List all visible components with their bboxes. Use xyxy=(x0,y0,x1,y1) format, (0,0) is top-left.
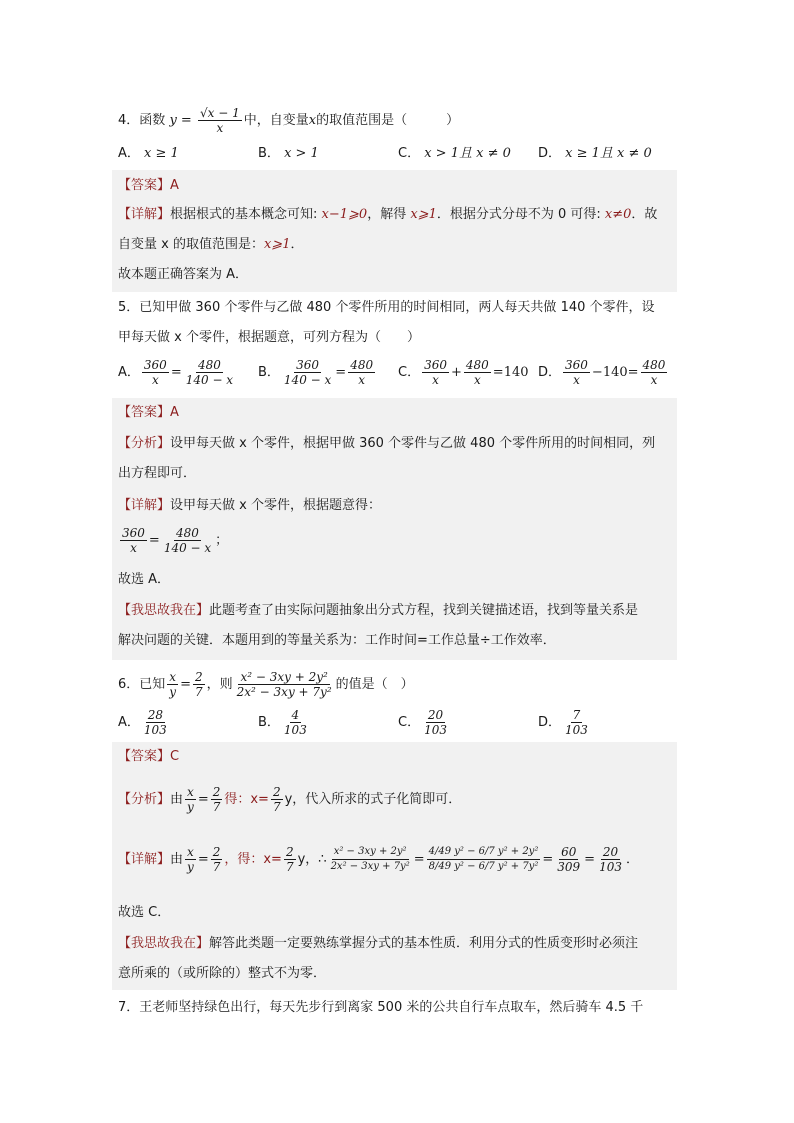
q4-detail-1g: ．故 xyxy=(631,207,658,222)
q6-option-b-letter: B． xyxy=(258,715,280,730)
q6-option-b-frac xyxy=(282,708,309,737)
q6-analysis-tag: 【分析】 xyxy=(118,792,171,807)
q6-detail-r1-frac xyxy=(555,845,582,874)
q5-equation xyxy=(118,526,228,555)
q5-eq-l-frac xyxy=(120,526,147,555)
q4-detail-1b: x−1⩾0 xyxy=(321,207,368,222)
q7-number: 7． xyxy=(118,1000,140,1015)
q5-reflect-line-2: 解决问题的关键．本题用到的等量关系为：工作时间=工作总量÷工作效率． xyxy=(118,633,556,648)
q6-given-den: y xyxy=(169,685,177,699)
q4-func-eq: = xyxy=(176,113,196,128)
q5-analysis-line-1 xyxy=(118,434,655,454)
q5-eq-l-den: x xyxy=(130,541,137,555)
q4-stem-var: x xyxy=(308,113,317,128)
q5-option-d-r-frac xyxy=(641,358,668,387)
q4-option-c-text: x > 1且 x ≠ 0 xyxy=(424,146,511,161)
q4-func-den: x xyxy=(216,121,224,135)
q4-stem xyxy=(118,106,459,135)
q6-stem-prefix: 已知 xyxy=(139,677,166,692)
q6-expr-frac xyxy=(235,670,334,699)
q5-option-d-r-num: 480 xyxy=(642,358,666,372)
q6-detail-r1-num: 60 xyxy=(561,845,577,859)
q4-detail-2b: x⩾1 xyxy=(263,237,291,252)
q4-conclusion: 故本题正确答案为 A． xyxy=(118,267,249,282)
q6-analysis-r-frac xyxy=(211,785,223,814)
q4-option-d-text: x ≥ 1且 x ≠ 0 xyxy=(565,146,652,161)
q5-eq-l-num: 360 xyxy=(122,526,145,540)
q5-option-c-letter: C． xyxy=(398,365,421,380)
q6-detail-expr-den: 2x² − 3xy + 7y² xyxy=(330,861,410,872)
q6-option-c-den: 103 xyxy=(424,723,447,737)
q4-stem-mid: 中，自变量 xyxy=(243,113,309,128)
q4-detail-2a: 自变量 x 的取值范围是： xyxy=(118,237,264,252)
q5-option-b-l-den: 140 − x xyxy=(283,373,332,387)
q6-analysis-b: 得：x= xyxy=(224,792,269,807)
q5-option-d xyxy=(538,358,669,387)
q4-option-c xyxy=(398,144,511,164)
q5-option-a-op: = xyxy=(170,365,182,380)
q6-detail-r-frac xyxy=(211,845,223,874)
q5-answer xyxy=(118,403,179,423)
q6-detail-sub-num: 4/49 y² − 6/7 y² + 2y² xyxy=(427,845,541,860)
q6-detail-r1-den: 309 xyxy=(557,860,581,874)
q4-option-b-letter: B． xyxy=(258,146,280,161)
q6-option-d-letter: D． xyxy=(538,715,562,730)
q6-detail-r2-den: 103 xyxy=(599,860,622,874)
q4-stem-prefix: 函数 xyxy=(139,113,166,128)
q6-option-c-letter: C． xyxy=(398,715,421,730)
q6-reflect-line-1 xyxy=(118,934,638,954)
q6-expr-den: 2x² − 3xy + 7y² xyxy=(236,685,332,699)
q5-eq-r-den: 140 − x xyxy=(163,541,212,555)
q6-option-a xyxy=(118,708,171,737)
q5-option-a-r-den: 140 − x xyxy=(185,373,234,387)
q4-detail-1c: ，解得 xyxy=(367,207,411,222)
q4-stem-suffix: 的取值范围是（ ） xyxy=(316,113,460,128)
q6-analysis-c: y，代入所求的式子化简即可． xyxy=(284,792,462,807)
q5-option-c-r-frac xyxy=(464,358,491,387)
q5-option-c-l-frac xyxy=(422,358,449,387)
q6-given-r-frac xyxy=(193,670,205,699)
q6-detail-a: 由 xyxy=(170,852,184,867)
q5-detail-1: 设甲每天做 x 个零件，根据题意得： xyxy=(170,498,381,513)
q6-analysis xyxy=(118,785,461,814)
q6-reflect-1: 解答此类题一定要熟练掌握分式的基本性质．利用分式的性质变形时必须注 xyxy=(209,936,639,951)
q6-detail-x-frac xyxy=(284,845,296,874)
q5-option-d-l-den: x xyxy=(573,373,580,387)
q6-detail-eq: = xyxy=(197,852,209,867)
q5-option-c-l-den: x xyxy=(432,373,439,387)
q5-option-b-r-num: 480 xyxy=(350,358,374,372)
q6-given-r-den: 7 xyxy=(194,685,203,699)
q5-reflect-line-1 xyxy=(118,601,638,621)
q6-analysis-x-den: 7 xyxy=(272,800,281,814)
q6-option-b-den: 103 xyxy=(283,723,307,737)
q5-eq-r-num: 480 xyxy=(176,526,199,540)
q4-detail-1e: ．根据分式分母不为 0 可得: xyxy=(436,207,605,222)
q6-detail-end: ． xyxy=(625,852,639,867)
q4-detail-line-2 xyxy=(118,235,303,255)
q6-detail: 【详解】由 $\frac{x}{y}$ = $\frac{2}{7}$ ，得：x= $\frac{2}{7}$ y，∴ $\frac{\text{x² − 3xy + 2y²}}{\text{2x² − 3xy + 7y²}}$ = $\frac{\text{4/49 y² − 6/7 y² + 2y²}}{\text{8/49 y² − 6/7 y² + 7y²}}$ = $\frac{60}{309}$ = $\frac{20}{103}$ ． xyxy=(118,845,639,874)
q6-option-a-num: 28 xyxy=(147,708,163,722)
q4-answer xyxy=(118,176,179,196)
q6-option-c-num: 20 xyxy=(427,708,444,722)
q6-option-a-frac xyxy=(142,708,169,737)
q5-option-b-r-frac xyxy=(348,358,375,387)
q4-detail-2c: ． xyxy=(290,237,304,252)
q6-option-a-letter: A． xyxy=(118,715,140,730)
q6-given-num: x xyxy=(169,670,177,684)
q6-detail-r2-num: 20 xyxy=(602,845,619,859)
q4-func-num: √x − 1 xyxy=(199,106,240,120)
q6-detail-r2-frac xyxy=(597,845,624,874)
q6-conclusion: 故选 C． xyxy=(118,905,171,920)
q6-detail-expr-frac xyxy=(329,845,412,874)
q5-eq-op: = xyxy=(148,533,160,548)
q6-option-d-den: 103 xyxy=(565,723,588,737)
q6-detail-r-num: 2 xyxy=(212,845,221,859)
q5-stem-1: 已知甲做 360 个零件与乙做 480 个零件所用的时间相同，两人每天共做 140 个零件，设 xyxy=(139,300,655,315)
q5-option-b-l-frac xyxy=(282,358,333,387)
q6-detail-r-den: 7 xyxy=(212,860,221,874)
q5-option-a-l-num: 360 xyxy=(143,358,167,372)
q6-option-c xyxy=(398,708,451,737)
q6-analysis-a: 由 xyxy=(170,792,184,807)
q4-option-d xyxy=(538,144,652,164)
q5-analysis-1: 设甲每天做 x 个零件，根据甲做 360 个零件与乙做 480 个零件所用的时间相同，列 xyxy=(170,436,656,451)
q5-option-b-r-den: x xyxy=(358,373,366,387)
q6-reflect-tag: 【我思故我在】 xyxy=(118,936,210,951)
q4-option-a xyxy=(118,144,179,164)
q5-option-a-r-frac xyxy=(184,358,235,387)
q6-given-frac xyxy=(167,670,178,699)
q6-detail-given-num: x xyxy=(187,845,194,859)
q6-option-b-num: 4 xyxy=(291,708,300,722)
q6-detail-b: ，得：x= xyxy=(224,852,282,867)
q4-option-a-letter: A． xyxy=(118,146,140,161)
q6-detail-sub-den: 8/49 y² − 6/7 y² + 7y² xyxy=(428,861,539,872)
q5-analysis-tag: 【分析】 xyxy=(118,436,171,451)
q4-func-y: y xyxy=(169,113,177,128)
q6-analysis-given-num: x xyxy=(187,785,194,799)
q6-analysis-given-frac xyxy=(185,785,196,814)
q6-detail-given-den: y xyxy=(187,860,194,874)
q6-stem xyxy=(118,670,414,699)
q5-option-a-r-num: 480 xyxy=(197,358,221,372)
q5-option-a xyxy=(118,358,237,387)
q5-conclusion: 故选 A． xyxy=(118,572,171,587)
q6-given-r-num: 2 xyxy=(194,670,203,684)
q6-detail-expr-num: x² − 3xy + 2y² xyxy=(332,845,409,860)
q4-option-d-letter: D． xyxy=(538,146,562,161)
q6-detail-tag: 【详解】 xyxy=(118,852,171,867)
q4-detail-1f: x≠0 xyxy=(604,207,632,222)
q6-number: 6． xyxy=(118,677,140,692)
q4-detail-1d: x⩾1 xyxy=(410,207,437,222)
q5-option-b-op: = xyxy=(335,365,347,380)
q5-option-a-l-den: x xyxy=(151,373,159,387)
q6-detail-x-den: 7 xyxy=(285,860,294,874)
q5-eq-tail: ； xyxy=(215,533,229,548)
q6-detail-given-frac xyxy=(185,845,196,874)
q6-detail-x-num: 2 xyxy=(285,845,294,859)
q5-reflect-tag: 【我思故我在】 xyxy=(118,603,210,618)
q5-stem-line-1 xyxy=(118,298,655,318)
q4-detail-1a: 根据根式的基本概念可知: xyxy=(170,207,322,222)
q6-option-b xyxy=(258,708,311,737)
q4-option-c-letter: C． xyxy=(398,146,421,161)
q7-stem-1: 王老师坚持绿色出行，每天先步行到离家 500 米的公共自行车点取车，然后骑车 4.5 千 xyxy=(139,1000,644,1015)
q6-answer-value: C xyxy=(170,749,180,764)
q6-stem-mid: ，则 xyxy=(206,677,233,692)
q5-option-c xyxy=(398,358,529,387)
q5-analysis-line-2: 出方程即可． xyxy=(118,466,197,481)
q6-answer xyxy=(118,747,179,767)
q4-func-fraction xyxy=(198,106,242,135)
q6-detail-c: y，∴ xyxy=(297,852,327,867)
q6-option-a-den: 103 xyxy=(143,723,167,737)
q6-detail-sub-frac xyxy=(427,845,541,874)
q5-option-c-l-num: 360 xyxy=(424,358,447,372)
q6-analysis-given-den: y xyxy=(187,800,194,814)
q6-option-d-num: 7 xyxy=(572,708,581,722)
q5-answer-value: A xyxy=(170,405,179,420)
q4-answer-tag: 【答案】 xyxy=(118,178,171,193)
q5-option-d-l-frac xyxy=(563,358,590,387)
q4-answer-value: A xyxy=(170,178,179,193)
q5-option-d-letter: D． xyxy=(538,365,562,380)
q5-stem-line-2: 甲每天做 x 个零件，根据题意，可列方程为（ ） xyxy=(118,330,420,345)
q5-option-c-op: + xyxy=(450,365,462,380)
q5-option-c-r-den: x xyxy=(473,373,481,387)
q6-option-c-frac xyxy=(422,708,449,737)
q5-number: 5． xyxy=(118,300,140,315)
q6-option-d xyxy=(538,708,592,737)
q4-option-b-text: x > 1 xyxy=(284,146,319,161)
q4-option-b xyxy=(258,144,319,164)
q6-analysis-x-num: 2 xyxy=(272,785,281,799)
q5-option-d-l-num: 360 xyxy=(565,358,588,372)
q5-option-a-l-frac xyxy=(142,358,169,387)
q4-option-a-text: x ≥ 1 xyxy=(144,146,179,161)
q5-option-b-letter: B． xyxy=(258,365,280,380)
q5-option-a-letter: A． xyxy=(118,365,140,380)
q4-detail-tag: 【详解】 xyxy=(118,207,171,222)
q6-analysis-r-den: 7 xyxy=(212,800,221,814)
q5-option-d-op: −140= xyxy=(591,365,639,380)
q5-answer-tag: 【答案】 xyxy=(118,405,171,420)
q5-option-b-l-num: 360 xyxy=(296,358,320,372)
q6-analysis-eq: = xyxy=(197,792,209,807)
q5-detail-line-1 xyxy=(118,496,381,516)
q5-reflect-1: 此题考查了由实际问题抽象出分式方程，找到关键描述语，找到等量关系是 xyxy=(209,603,639,618)
q6-stem-suffix: 的值是（ ） xyxy=(335,677,414,692)
q6-analysis-r-num: 2 xyxy=(212,785,221,799)
q6-reflect-line-2: 意所乘的（或所除的）整式不为零． xyxy=(118,966,327,981)
q5-option-d-r-den: x xyxy=(650,373,658,387)
q5-option-c-r-num: 480 xyxy=(465,358,489,372)
q4-number: 4． xyxy=(118,113,140,128)
q7-stem-line-1 xyxy=(118,998,643,1018)
q6-given-eq: = xyxy=(180,677,191,692)
q6-answer-tag: 【答案】 xyxy=(118,749,171,764)
q5-option-c-tail: =140 xyxy=(492,365,529,380)
q6-analysis-x-frac xyxy=(271,785,283,814)
q5-eq-r-frac xyxy=(162,526,213,555)
q5-option-b xyxy=(258,358,377,387)
q4-detail-line-1 xyxy=(118,205,657,225)
q6-option-d-frac xyxy=(563,708,590,737)
q5-detail-tag: 【详解】 xyxy=(118,498,171,513)
q6-expr-num: x² − 3xy + 2y² xyxy=(240,670,328,684)
